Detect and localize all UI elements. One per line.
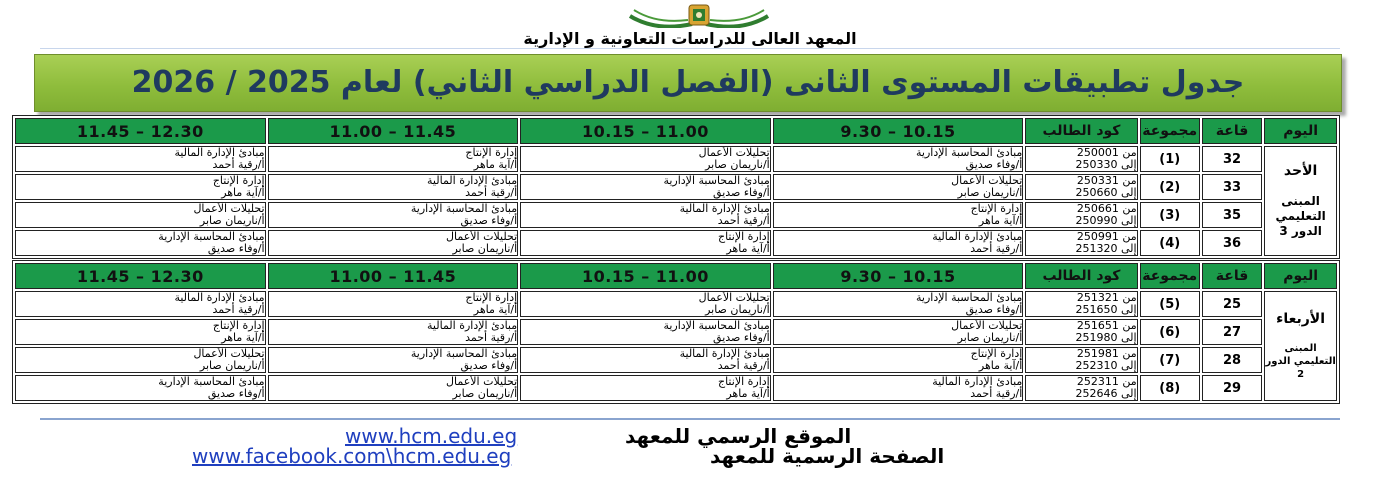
table-row [15,174,1337,200]
slot-cell: مبادئ الإدارة المالية أ/رقية أحمد [268,174,519,200]
slot-cell: إدارة الإنتاج أ/آية ماهر [520,375,771,401]
room-cell: 29 [1202,375,1262,401]
footer [180,424,1200,472]
page-title: جدول تطبيقات المستوى الثانى (الفصل الدراسي الثاني) لعام 2025 / 2026 [131,65,1245,100]
code-cell: من 251981 إلى 252310 [1025,347,1137,373]
slot-cell: تحليلات الأعمال أ/ناريمان صابر [773,174,1024,200]
slot-cell: مبادئ المحاسبة الإدارية أ/وفاء صديق [15,230,266,256]
facebook-row [180,444,1200,472]
room-cell: 28 [1202,347,1262,373]
code-cell: من 250001 إلى 250330 [1025,146,1137,172]
slot-cell: إدارة الإنتاج أ/آية ماهر [773,347,1024,373]
group-cell: (1) [1140,146,1200,172]
slot-cell: مبادئ المحاسبة الإدارية أ/وفاء صديق [773,146,1024,172]
table-row [15,291,1337,317]
room-header: قاعة [1202,263,1262,289]
code-cell: من 250661 إلى 250990 [1025,202,1137,228]
slot-cell: مبادئ الإدارة المالية أ/رقية أحمد [773,230,1024,256]
slot-cell: مبادئ المحاسبة الإدارية أ/وفاء صديق [268,347,519,373]
room-cell: 33 [1202,174,1262,200]
day-header: اليوم [1264,118,1337,144]
slot-cell: مبادئ الإدارة المالية أ/رقية أحمد [15,146,266,172]
room-cell: 36 [1202,230,1262,256]
group-cell: (5) [1140,291,1200,317]
slot-cell: تحليلات الأعمال أ/ناريمان صابر [520,146,771,172]
group-cell: (2) [1140,174,1200,200]
code-cell: من 250331 إلى 250660 [1025,174,1137,200]
slot-cell: مبادئ المحاسبة الإدارية أ/وفاء صديق [520,174,771,200]
building-name: المبنى التعليمي الدور 2 [1265,343,1336,380]
slot2-header: 10.15 – 11.00 [520,118,771,144]
table-row [15,375,1337,401]
facebook-link[interactable]: www.facebook.com\hcm.edu.eg [192,444,512,468]
slot-cell: مبادئ المحاسبة الإدارية أ/وفاء صديق [15,375,266,401]
group-header: مجموعة [1140,263,1200,289]
code-cell: من 252311 إلى 252646 [1025,375,1137,401]
slot-cell: إدارة الإنتاج أ/آية ماهر [15,319,266,345]
slot1-header: 9.30 – 10.15 [773,118,1024,144]
group-cell: (8) [1140,375,1200,401]
slot4-header: 11.45 – 12.30 [15,263,266,289]
slot-cell: مبادئ الإدارة المالية أ/رقية أحمد [268,319,519,345]
code-cell: من 251321 إلى 251650 [1025,291,1137,317]
table-row [15,319,1337,345]
slot3-header: 11.00 – 11.45 [268,118,519,144]
website-link[interactable]: www.hcm.edu.eg [345,424,518,448]
slot-cell: تحليلات الأعمال أ/ناريمان صابر [268,230,519,256]
header-row [15,118,1337,144]
room-header: قاعة [1202,118,1262,144]
slot-cell: مبادئ الإدارة المالية أ/رقية أحمد [520,202,771,228]
slot-cell: تحليلات الأعمال أ/ناريمان صابر [520,291,771,317]
slot-cell: إدارة الإنتاج أ/آية ماهر [268,146,519,172]
group-cell: (6) [1140,319,1200,345]
facebook-label: الصفحة الرسمية للمعهد [710,444,945,468]
code-cell: من 251651 إلى 251980 [1025,319,1137,345]
day-name: الأحد [1283,163,1318,179]
room-cell: 32 [1202,146,1262,172]
code-header: كود الطالب [1025,263,1137,289]
room-cell: 25 [1202,291,1262,317]
slot-cell: تحليلات الأعمال أ/ناريمان صابر [773,319,1024,345]
day-cell [1264,146,1337,256]
slot-cell: مبادئ المحاسبة الإدارية أ/وفاء صديق [520,319,771,345]
table-row [15,202,1337,228]
code-header: كود الطالب [1025,118,1137,144]
table-row [15,347,1337,373]
day-cell [1264,291,1337,401]
room-cell: 27 [1202,319,1262,345]
slot-cell: تحليلات الأعمال أ/ناريمان صابر [15,202,266,228]
group-cell: (3) [1140,202,1200,228]
slot-cell: تحليلات الأعمال أ/ناريمان صابر [268,375,519,401]
schedule-table-sunday [12,115,1340,259]
header-row [15,263,1337,289]
slot2-header: 10.15 – 11.00 [520,263,771,289]
table-row [15,230,1337,256]
group-cell: (7) [1140,347,1200,373]
slot3-header: 11.00 – 11.45 [268,263,519,289]
slot-cell: مبادئ الإدارة المالية أ/رقية أحمد [15,291,266,317]
building-name: المبنى التعليمي الدور 3 [1275,194,1326,238]
slot-cell: مبادئ المحاسبة الإدارية أ/وفاء صديق [773,291,1024,317]
institute-logo [626,2,772,28]
slot4-header: 11.45 – 12.30 [15,118,266,144]
website-label: الموقع الرسمي للمعهد [625,424,852,448]
group-header: مجموعة [1140,118,1200,144]
group-cell: (4) [1140,230,1200,256]
title-banner [34,54,1342,112]
slot1-header: 9.30 – 10.15 [773,263,1024,289]
divider [40,418,1340,420]
slot-cell: إدارة الإنتاج أ/آية ماهر [773,202,1024,228]
room-cell: 35 [1202,202,1262,228]
table-row [15,146,1337,172]
slot-cell: إدارة الإنتاج أ/آية ماهر [520,230,771,256]
slot-cell: مبادئ المحاسبة الإدارية أ/وفاء صديق [268,202,519,228]
slot-cell: مبادئ الإدارة المالية أ/رقية أحمد [520,347,771,373]
divider [40,48,1340,49]
slot-cell: تحليلات الأعمال أ/ناريمان صابر [15,347,266,373]
slot-cell: مبادئ الإدارة المالية أ/رقية أحمد [773,375,1024,401]
institute-name: المعهد العالى للدراسات التعاونية و الإدارية [523,29,857,48]
slot-cell: إدارة الإنتاج أ/آية ماهر [268,291,519,317]
day-name: الأربعاء [1276,311,1326,327]
slot-cell: إدارة الإنتاج أ/آية ماهر [15,174,266,200]
code-cell: من 250991 إلى 251320 [1025,230,1137,256]
schedule-table-wednesday [12,260,1340,404]
day-header: اليوم [1264,263,1337,289]
